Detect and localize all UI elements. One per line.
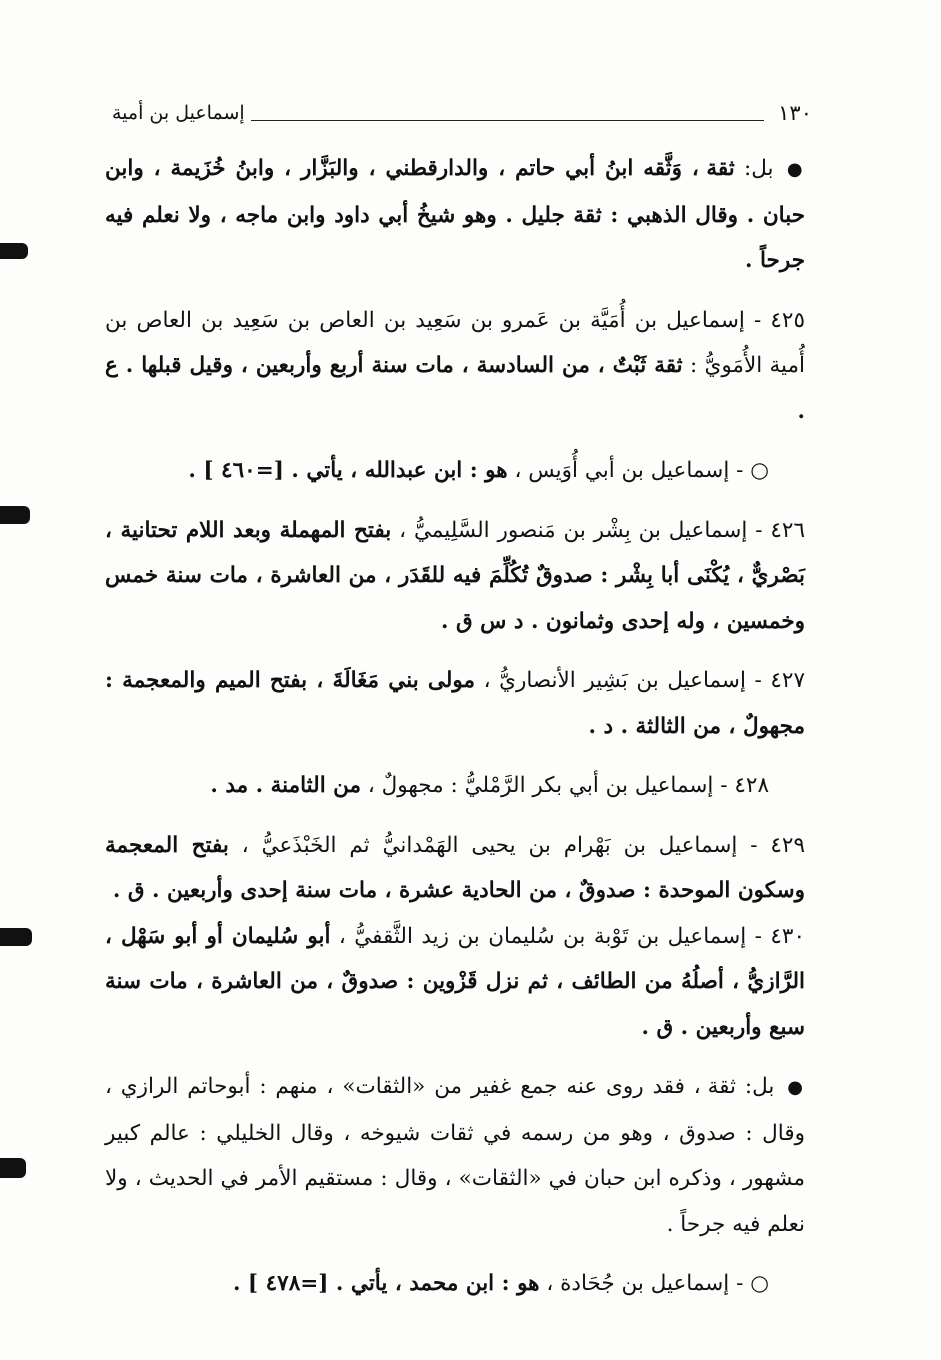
scan-margin-mark [0,928,32,946]
entry-text: مولى بني مَغَالَةَ ، بفتح الميم والمعجمة : مجهولٌ ، من الثالثة . د . [105,668,805,739]
scan-margin-mark [0,506,30,524]
entry-heading: ٤٣٠ - إسماعيل بن تَوْبة بن سُليمان بن زيد الثَّقفيُّ ، [338,923,805,949]
note-label: بل: [744,156,774,181]
page-header [112,96,812,130]
main-text [105,146,805,1307]
note-paragraph [105,146,805,284]
xref-text: هو : ابن محمد ، يأتي . [=٤٧٨ ] . [232,1271,540,1296]
entry-heading: ٤٢٩ - إسماعيل بن بَهْرام بن يحيى الهَمْدانيُّ ثم الخَبْذَعيُّ ، [241,832,806,858]
xref-text: هو : ابن عبدالله ، يأتي . [=٤٦٠ ] . [188,458,508,483]
xref-heading: - إسماعيل بن جُحَادة ، [546,1271,744,1296]
note-paragraph [105,1064,805,1247]
entry-text: أبو سُليمان أو أبو سَهْل ، الرَّازيُّ ، أصلُهُ من الطائف ، ثم نزل قَزْوين : صدوقٌ ، من العاشرة ، مات سنة سبع وأربعين . ق . [105,923,805,1040]
entry-heading: ٤٢٨ - إسماعيل بن أبي بكر الرَّمْليُّ : مجهولٌ ، [367,773,769,798]
circle-icon: ○ [750,1271,769,1296]
biography-entry [105,914,805,1051]
scan-margin-mark [0,243,28,259]
bullet-icon: ● [786,159,805,180]
entry-heading: ٤٢٥ - إسماعيل بن أُمَيَّة بن عَمرو بن سَعِيد بن العاص بن سَعِيد بن العاص بن أُمية الأُمَويُّ : [105,307,805,378]
cross-reference [105,448,805,494]
circle-icon: ○ [750,458,769,483]
scan-margin-mark [0,1158,26,1178]
bullet-icon: ● [787,1077,805,1098]
running-title: إسماعيل بن أمية [112,102,245,124]
note-text: ثقة ، فقد روى عنه جمع غفير من «الثقات» ، منهم : أبوحاتم الرازي ، وقال : صدوق ، وهو من رسمه في ثقات شيوخه ، وقال الخليلي : عالم كبير مشهور ، وذكره ابن حبان في «الثقات» ، وقال : مستقيم الأمر في الحديث ، ولا نعلم فيه جرحاً . [105,1074,805,1237]
entry-text: ثقة ثَبْتٌ ، من السادسة ، مات سنة أربع وأربعين ، وقيل قبلها . ع . [105,353,805,424]
biography-entry [105,763,805,809]
entry-text: بفتح المعجمة وسكون الموحدة : صدوقٌ ، من الحادية عشرة ، مات سنة إحدى وأربعين . ق . [105,832,805,903]
note-text: ثقة ، وَثَّقه ابنُ أبي حاتم ، والدارقطني ، والبَزَّار ، وابنُ خُزَيمة ، وابن حبان . وقال الذهبي : ثقة جليل . وهو شيخُ أبي داود وابن ماجه ، ولا نعلم فيه جرحاً . [105,156,805,273]
entry-heading: ٤٢٦ - إسماعيل بن بِشْر بن مَنصور السَّلِيميُّ ، [399,517,805,543]
biography-entry [105,658,805,749]
xref-heading: - إسماعيل بن أبي أُوَيس ، [514,458,744,483]
page-number: ١٣٠ [778,101,812,125]
cross-reference [105,1261,805,1307]
entry-text: بفتح المهملة وبعد اللام تحتانية ، بَصْريٌّ ، يُكْنَى أبا بِشْر : صدوقٌ تُكُلِّمَ فيه للقَدَر ، من العاشرة ، مات سنة خمس وخمسين ، وله إحدى وثمانون . د س ق . [105,517,805,634]
entry-text: من الثامنة . مد . [210,773,362,798]
note-label: بل: [744,1074,775,1099]
entry-heading: ٤٢٧ - إسماعيل بن بَشِير الأنصاريُّ ، [483,668,805,693]
biography-entry [105,298,805,435]
biography-entry [105,823,805,914]
header-rule [251,106,765,121]
biography-entry [105,508,805,645]
